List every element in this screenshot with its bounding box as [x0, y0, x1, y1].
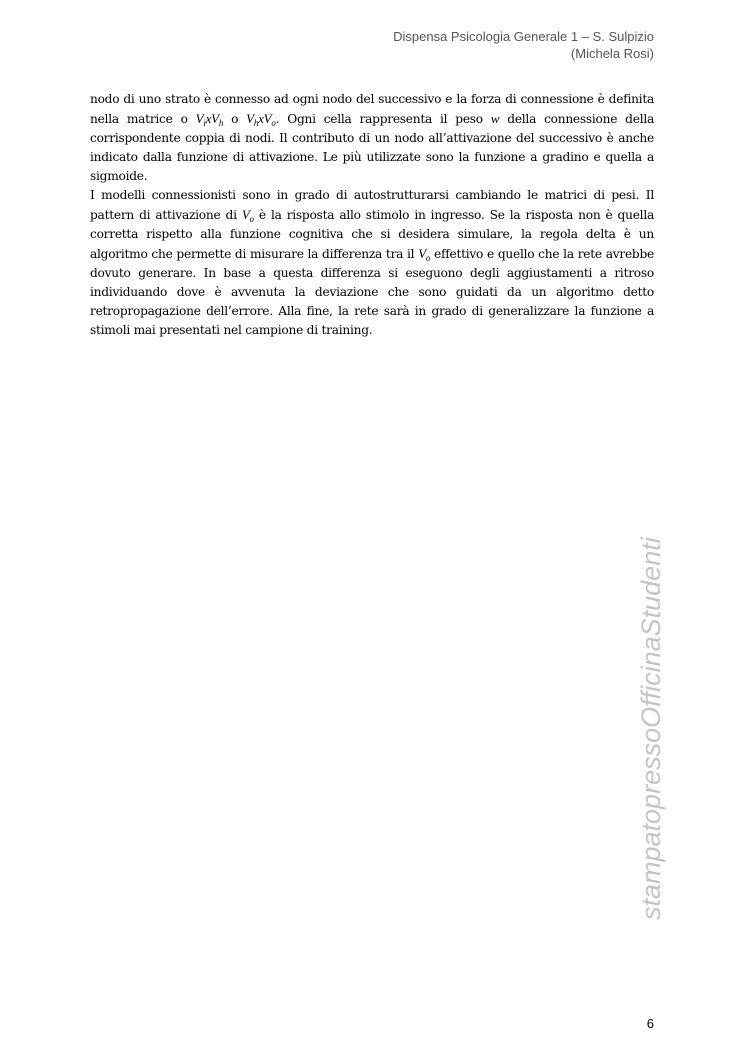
- watermark: stampatopressoOfficinaStudenti: [636, 537, 666, 920]
- text-segment: o: [223, 112, 247, 126]
- math-subscript: o: [249, 214, 254, 224]
- math-symbol: V: [211, 111, 219, 126]
- math-w: w: [490, 111, 500, 126]
- math-subscript: o: [271, 118, 276, 128]
- math-symbol: x: [258, 111, 264, 126]
- text-segment: effettivo e quello che la rete avrebbe dovuto generare. In base a questa differenza si eseguono degli aggiustamenti a ritroso individuando dove è avvenuta la deviazione che sono guidati da un algoritmo detto retropropagazione dell’errore. Alla fine, la rete sarà in grado di generalizzare la funzione a stimoli mai presentati nel campione di training.: [90, 247, 654, 337]
- math-vo: [242, 207, 254, 222]
- text-segment: nodo di uno strato è connesso ad ogni nodo del successivo e la forza di connessione è definita nella matrice o: [90, 92, 654, 126]
- math-subscript: h: [253, 118, 259, 128]
- math-vi-x-vh: [196, 111, 223, 126]
- math-vh-x-vo: [246, 111, 275, 126]
- document-body: [90, 90, 654, 340]
- text-segment: della connessione della corrispondente coppia di nodi. Il contributo di un nodo all’attivazione del successivo è anche indicato dalla funzione di attivazione. Le più utilizzate sono la funzione a gradino e quella a sigmoide.: [90, 112, 655, 183]
- math-symbol: V: [418, 246, 426, 261]
- page-number: 6: [646, 1016, 654, 1031]
- text-segment: è la risposta allo stimolo in ingresso. Se la risposta non è quella corretta rispetto alla funzione cognitiva che si desidera simulare, la regola delta è un algoritmo che permette di misurare la differenza tra il: [90, 208, 654, 261]
- paragraph-connection-matrix: [90, 90, 654, 186]
- paragraph-connectionist-models: [90, 186, 654, 340]
- math-symbol: V: [246, 111, 254, 126]
- math-symbol: V: [195, 111, 204, 126]
- header-author: (Michela Rosi): [570, 46, 654, 61]
- math-subscript: i: [203, 118, 206, 128]
- math-symbol: V: [263, 111, 272, 126]
- math-symbol: V: [241, 207, 250, 222]
- page-header: [393, 28, 654, 62]
- text-segment: . Ogni cella rappresenta il peso: [275, 112, 491, 126]
- text-segment: I modelli connessionisti sono in grado di autostrutturarsi cambiando le matrici di pesi. Il pattern di attivazione di: [90, 188, 654, 222]
- math-subscript: o: [425, 253, 431, 263]
- math-symbol: x: [205, 111, 212, 126]
- header-title: Dispensa Psicologia Generale 1 – S. Sulpizio: [393, 29, 654, 44]
- math-subscript: h: [218, 118, 224, 128]
- math-vo: [418, 246, 430, 261]
